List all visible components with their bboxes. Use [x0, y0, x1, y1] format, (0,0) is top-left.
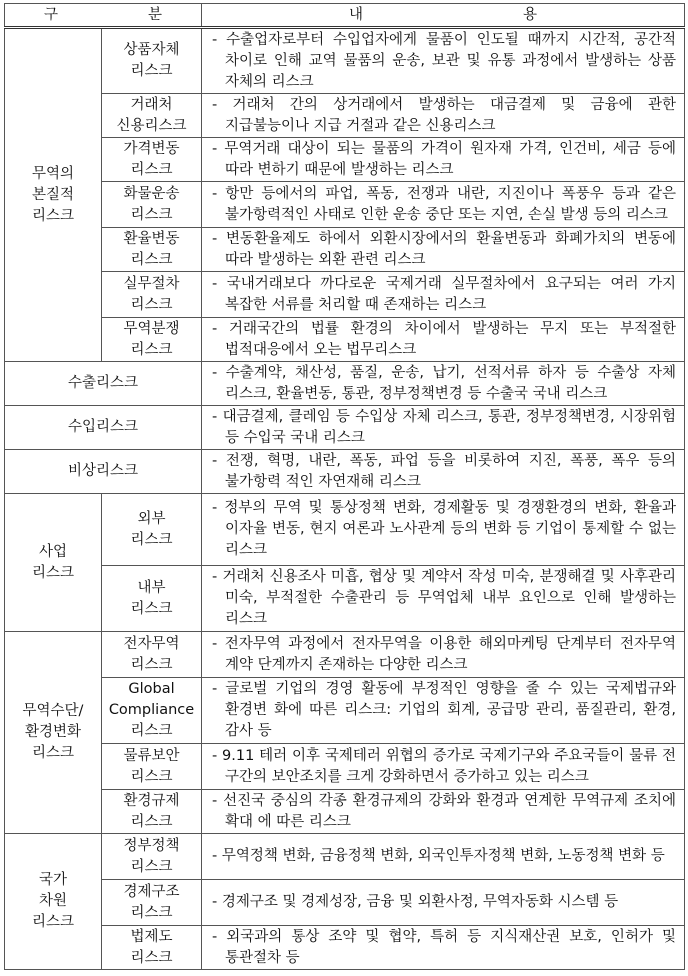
content-cell — [202, 450, 685, 494]
table-row — [5, 406, 685, 450]
subcategory-label: Global Compliance 리스크 — [102, 678, 202, 744]
subcategory-label: 실무절차 리스크 — [102, 272, 202, 318]
content-cell — [202, 790, 685, 834]
table-row — [5, 880, 685, 926]
table-row — [5, 94, 685, 138]
content-cell — [202, 880, 685, 926]
table-row — [5, 494, 685, 566]
table-row — [5, 450, 685, 494]
subcategory-label: 환경규제 리스크 — [102, 790, 202, 834]
content-cell — [202, 406, 685, 450]
content-cell — [202, 362, 685, 406]
group-national-label: 국가 차원 리스크 — [5, 834, 102, 970]
import-risk-label: 수입리스크 — [5, 406, 202, 450]
content-text: - 거래처 신용조사 미흡, 협상 및 계약서 작성 미숙, 분쟁해결 및 사후관리 미숙, 부적절한 수출관리 등 무역업체 내부 요인으로 인해 발생하는 리스크 — [212, 569, 676, 627]
table-row — [5, 744, 685, 790]
group-means-label: 무역수단/ 환경변화 리스크 — [5, 632, 102, 834]
table-header-row — [5, 4, 685, 28]
content-text: - 국내거래보다 까다로운 국제거래 실무절차에서 요구되는 여러 가지 복잡한 서류를 처리할 때 존재하는 리스크 — [212, 275, 676, 313]
content-text: - 글로벌 기업의 경영 활동에 부정적인 영향을 줄 수 있는 국제법규와 환경변 화에 따른 리스크: 기업의 회계, 공급망 관리, 품질관리, 환경, 감사 등 — [212, 681, 676, 739]
content-cell — [202, 566, 685, 632]
content-cell — [202, 834, 685, 880]
table-row — [5, 678, 685, 744]
export-risk-label: 수출리스크 — [5, 362, 202, 406]
content-text: - 9.11 테러 이후 국제테러 위협의 증가로 국제기구와 주요국들이 물류 전 구간의 보안조치를 크게 강화하면서 증가하고 있는 리스크 — [212, 747, 676, 785]
content-text: - 경제구조 및 경제성장, 금융 및 외환사정, 무역자동화 시스템 등 — [212, 894, 619, 910]
table-row — [5, 28, 685, 94]
table-row — [5, 926, 685, 970]
content-cell — [202, 182, 685, 228]
content-text: - 전자무역 과정에서 전자무역을 이용한 해외마케팅 단계부터 전자무역 계약 단계까지 존재하는 다양한 리스크 — [212, 635, 676, 673]
content-cell — [202, 744, 685, 790]
content-text: - 수출계약, 채산성, 품질, 운송, 납기, 선적서류 하자 등 수출상 자체 리스크, 환율변동, 통관, 정부정책변경 등 수출국 국내 리스크 — [212, 364, 676, 402]
content-text: - 외국과의 통상 조약 및 협약, 특허 등 지식재산권 보호, 인허가 및 통관절차 등 — [212, 928, 676, 966]
subcategory-label: 화물운송 리스크 — [102, 182, 202, 228]
group-trade-label: 무역의 본질적 리스크 — [5, 28, 102, 362]
subcategory-label: 경제구조 리스크 — [102, 880, 202, 926]
table-row — [5, 790, 685, 834]
table-row — [5, 138, 685, 182]
header-content — [202, 4, 685, 28]
table-row — [5, 318, 685, 362]
subcategory-label: 외부 리스크 — [102, 494, 202, 566]
content-cell — [202, 678, 685, 744]
table-row — [5, 182, 685, 228]
subcategory-label: 내부 리스크 — [102, 566, 202, 632]
table-row — [5, 228, 685, 272]
subcategory-label: 가격변동 리스크 — [102, 138, 202, 182]
content-text: - 항만 등에서의 파업, 폭동, 전쟁과 내란, 지진이나 폭풍우 등과 같은 불가항력적인 사태로 인한 운송 중단 또는 지연, 손실 발생 등의 리스크 — [212, 185, 676, 223]
emergency-risk-label: 비상리스크 — [5, 450, 202, 494]
risk-classification-table — [4, 3, 685, 970]
content-text: - 선진국 중심의 각종 환경규제의 강화와 환경과 연계한 무역규제 조치에 확대 에 따른 리스크 — [212, 792, 676, 830]
table-row — [5, 272, 685, 318]
subcategory-label: 거래처 신용리스크 — [102, 94, 202, 138]
table-row — [5, 834, 685, 880]
header-category — [5, 4, 202, 28]
subcategory-label: 전자무역 리스크 — [102, 632, 202, 678]
table-row — [5, 632, 685, 678]
content-text: - 정부의 무역 및 통상정책 변화, 경제활동 및 경쟁환경의 변화, 환율과 이자율 변동, 현지 여론과 노사관계 등의 변화 등 기업이 통제할 수 없는 리스크 — [212, 500, 676, 558]
content-cell — [202, 272, 685, 318]
content-cell — [202, 926, 685, 970]
content-cell — [202, 138, 685, 182]
content-text: - 거래국간의 법률 환경의 차이에서 발생하는 무지 또는 부적절한 법적대응에서 오는 법무리스크 — [212, 320, 676, 358]
subcategory-label: 물류보안 리스크 — [102, 744, 202, 790]
header-category-char-2: 분 — [148, 6, 163, 23]
header-content-char-2: 용 — [523, 6, 538, 23]
content-text: - 무역거래 대상이 되는 물품의 가격이 원자재 가격, 인건비, 세금 등에 따라 변하기 때문에 발생하는 리스크 — [212, 140, 676, 178]
content-cell — [202, 228, 685, 272]
header-category-char-1: 구 — [43, 6, 58, 23]
subcategory-label: 환율변동 리스크 — [102, 228, 202, 272]
content-text: - 수출업자로부터 수입업자에게 물품이 인도될 때까지 시간적, 공간적 차이로 인해 교역 물품의 운송, 보관 및 유통 과정에서 발생하는 상품 자체의 리스크 — [212, 31, 676, 90]
content-cell — [202, 632, 685, 678]
table-row — [5, 362, 685, 406]
table-row — [5, 566, 685, 632]
content-text: - 대금결제, 클레임 등 수입상 자체 리스크, 통관, 정부정책변경, 시장위험 등 수입국 국내 리스크 — [212, 408, 676, 446]
content-cell — [202, 494, 685, 566]
content-cell — [202, 318, 685, 362]
content-text: - 거래처 간의 상거래에서 발생하는 대금결제 및 금융에 관한 지급불능이나 지급 거절과 같은 신용리스크 — [212, 96, 676, 134]
subcategory-label: 정부정책 리스크 — [102, 834, 202, 880]
subcategory-label: 무역분쟁 리스크 — [102, 318, 202, 362]
content-text: - 변동환율제도 하에서 외환시장에서의 환율변동과 화폐가치의 변동에 따라 발생하는 외환 관련 리스크 — [212, 230, 676, 268]
subcategory-label: 법제도 리스크 — [102, 926, 202, 970]
content-cell — [202, 28, 685, 94]
group-business-label: 사업 리스크 — [5, 494, 102, 632]
subcategory-label: 상품자체 리스크 — [102, 28, 202, 94]
content-text: - 전쟁, 혁명, 내란, 폭동, 파업 등을 비롯하여 지진, 폭풍, 폭우 등의 불가항력 적인 자연재해 리스크 — [212, 452, 676, 490]
content-cell — [202, 94, 685, 138]
content-text: - 무역정책 변화, 금융정책 변화, 외국인투자정책 변화, 노동정책 변화 등 — [212, 848, 665, 864]
header-content-char-1: 내 — [348, 6, 363, 23]
